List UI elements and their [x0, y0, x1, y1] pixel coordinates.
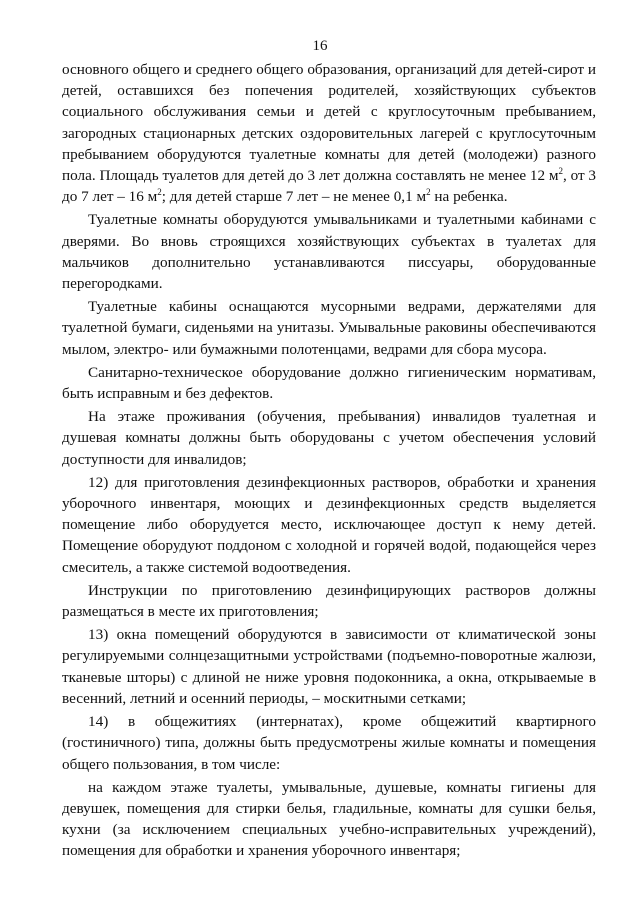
body-text	[62, 59, 596, 862]
paragraph-item-13: 13) окна помещений оборудуются в зависимости от климатической зоны регулируемыми солнцезащитными устройствами (подъемно-поворотные жалюзи, тканевые шторы) с длиной не ниже уровня подоконника, а окна, открываемые в весенний, летний и осенний периоды, – москитными сетками;	[62, 626, 596, 707]
paragraph-1-text-cont: ; для детей старше 7 лет – не менее 0,1 м	[161, 188, 427, 206]
superscript-squared: 2	[426, 187, 431, 198]
paragraph-disabled-access: На этаже проживания (обучения, пребывания) инвалидов туалетная и душевая комнаты должны быть оборудованы с учетом обеспечения условий доступности для инвалидов;	[62, 408, 596, 468]
superscript-squared: 2	[558, 166, 563, 177]
paragraph-instructions: Инструкции по приготовлению дезинфицирующих растворов должны размещаться в месте их приготовления;	[62, 581, 596, 621]
paragraph-1-text-end: на ребенка.	[430, 188, 508, 206]
paragraph-item-14: 14) в общежитиях (интернатах), кроме общежитий квартирного (гостиничного) типа, должны быть предусмотрены жилые комнаты и помещения общего пользования, в том числе:	[62, 713, 596, 773]
paragraph-1-text-cont: , от 3 до 7 лет – 16 м	[62, 167, 596, 206]
page-number: 16	[312, 38, 328, 54]
paragraph-toilet-rooms: Туалетные комнаты оборудуются умывальниками и туалетными кабинами с дверями. Во вновь строящихся хозяйствующих субъектах в туалетах для мальчиков дополнительно устанавливаются писсуары, оборудованные перегородками.	[62, 211, 596, 293]
paragraph-item-12: 12) для приготовления дезинфекционных растворов, обработки и хранения уборочного инвентаря, моющих и дезинфекционных средств выделяется помещение либо оборудуется место, исключающее доступ к нему детей. Помещение оборудуют поддоном с холодной и горячей водой, подающейся через смеситель, а также системой водоотведения.	[62, 473, 596, 576]
paragraph-1	[62, 59, 596, 207]
paragraph-sanitary-equipment: Санитарно-техническое оборудование должно гигиеническим нормативам, быть исправным и без дефектов.	[62, 363, 596, 403]
paragraph-toilet-cabins: Туалетные кабины оснащаются мусорными ведрами, держателями для туалетной бумаги, сиденьями на унитазы. Умывальные раковины обеспечиваются мылом, электро- или бумажными полотенцами, ведрами для сбора мусора.	[62, 298, 596, 358]
superscript-squared: 2	[157, 187, 162, 198]
paragraph-1-text: основного общего и среднего общего образования, организаций для детей-сирот и детей, оставшихся без попечения родителей, хозяйствующих субъектов социального обслуживания семьи и детей с круглосуточным пребыванием, загородных стационарных детских оздоровительных лагерей с круглосуточным пребыванием оборудуются туалетные комнаты для детей (молодежи) разного пола. Площадь туалетов для детей до 3 лет должна составлять не менее 12 м	[62, 61, 596, 185]
paragraph-each-floor: на каждом этаже туалеты, умывальные, душевые, комнаты гигиены для девушек, помещения для стирки белья, гладильные, комнаты для сушки белья, кухни (за исключением специальных учебно-исправительных учреждений), помещения для обработки и хранения уборочного инвентаря;	[62, 778, 596, 860]
